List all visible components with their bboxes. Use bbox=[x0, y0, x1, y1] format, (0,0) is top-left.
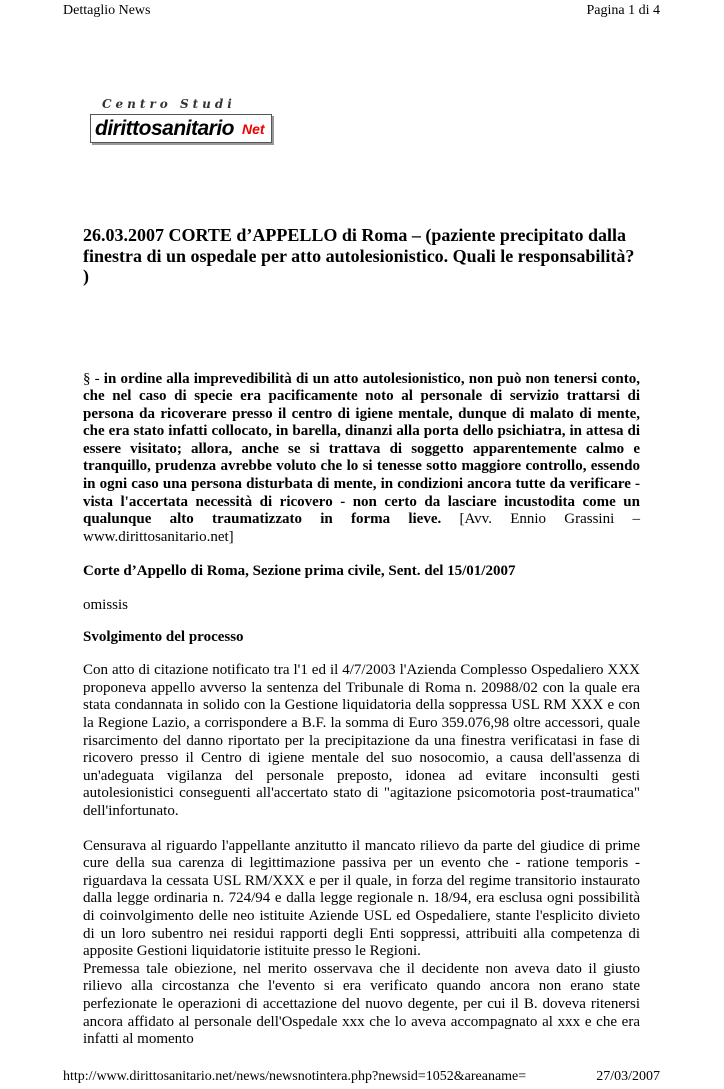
page-number: Pagina 1 di 4 bbox=[586, 3, 660, 18]
header-title: Dettaglio News bbox=[63, 3, 151, 18]
paragraph: Con atto di citazione notificato tra l'1 ed il 4/7/2003 l'Azienda Complesso Ospedaliero XXX proponeva appello avverso la sentenza del Tribunale di Roma n. 20988/02 con la quale era stata condannata in solido con la Gestione liquidatoria della soppressa USL RM XXX e con la Regione Lazio, a corrispondere a B.F. la somma di Euro 359.076,98 oltre accessori, quale risarcimento del danno riportato per la precipitazione da una finestra verificatasi in fase di ricovero presso il Centro di igiene mentale del suo nosocomio, a causa dell'assenza di un'adeguata vigilanza del personale preposto, idonea ad evitare inconsulti gesti autolesionistici conseguenti all'accertato stato di "agitazione psicomotoria post-traumatica" dell'infortunato. bbox=[83, 662, 640, 819]
omissis: omissis bbox=[83, 597, 129, 614]
article bbox=[83, 143, 640, 1049]
logo-suffix: Net bbox=[242, 120, 265, 137]
logo-main-text: dirittosanitario bbox=[95, 116, 235, 140]
page-footer bbox=[0, 1049, 724, 1089]
logo-top-text: Centro Studi bbox=[102, 97, 236, 111]
article-title: 26.03.2007 CORTE d’APPELLO di Roma – (paziente precipitato dalla finestra di un ospedale per atto autolesionistico. Quali le responsabilità? ) bbox=[83, 225, 635, 286]
paragraph: Premessa tale obiezione, nel merito osservava che il decidente non aveva dato il giusto rilievo alla circostanza che l'evento si era verificato quando ancora non erano state perfezionate le operazioni di accettazione del nuovo degente, per cui il B. doveva ritenersi ancora affidato al personale dell'Ospedale xxx che lo aveva accompagnato al xxx e che era infatti al momento bbox=[83, 960, 640, 1048]
section-heading: Svolgimento del processo bbox=[83, 628, 244, 645]
footer-date: 27/03/2007 bbox=[596, 1068, 660, 1084]
page-header bbox=[0, 0, 724, 19]
summary-bold: in ordine alla imprevedibilità di un atto autolesionistico, non può non tenersi conto, che nel caso di specie era pacificamente noto al personale di servizio trattarsi di persona da ricoverare presso il centro di igiene mentale, dunque di malato di mente, che era stato infatti collocato, in barella, dinanzi alla porta dello psichiatra, in attesa di essere visitato; allora, anche se si trattava di soggetto apparentemente calmo e tranquillo, prudenza avrebbe voluto che lo si tenesse sotto maggiore controllo, essendo in ogni caso una persona disturbata di mente, in condizioni ancora tutte da verificare - vista l'accertata necessità di ricovero - non certo da lasciare incustodita come un qualunque alto traumatizzato in forma lieve. bbox=[83, 370, 641, 528]
logo-box bbox=[90, 114, 272, 143]
logo bbox=[90, 97, 320, 143]
summary-prefix: § - bbox=[83, 370, 104, 387]
court-line: Corte d’Appello di Roma, Sezione prima civile, Sent. del 15/01/2007 bbox=[83, 563, 516, 580]
footer-url[interactable]: http://www.dirittosanitario.net/news/newsnotintera.php?newsid=1052&areaname= bbox=[63, 1068, 527, 1084]
summary-credit: [Avv. Ennio Grassini – www.dirittosanitario.net] bbox=[83, 511, 640, 545]
summary bbox=[83, 371, 640, 547]
paragraph: Censurava al riguardo l'appellante anzitutto il mancato rilievo da parte del giudice di prime cure della sua carenza di legittimazione passiva per un evento che - ratione temporis - riguardava la cessata USL RM/XXX e per il quale, in forza del regime transitorio instaurato dalla legge ordinaria n. 724/94 e dalla legge regionale n. 18/94, era esclusa ogni possibilità di coinvolgimento delle neo istituite Aziende USL ed Ospedaliere, stante l'esplicito divieto di un loro subentro nei residui rapporti degli Enti soppressi, attribuiti alla competenza di apposite Gestioni liquidatorie istituite presso le Regioni. bbox=[83, 837, 640, 960]
